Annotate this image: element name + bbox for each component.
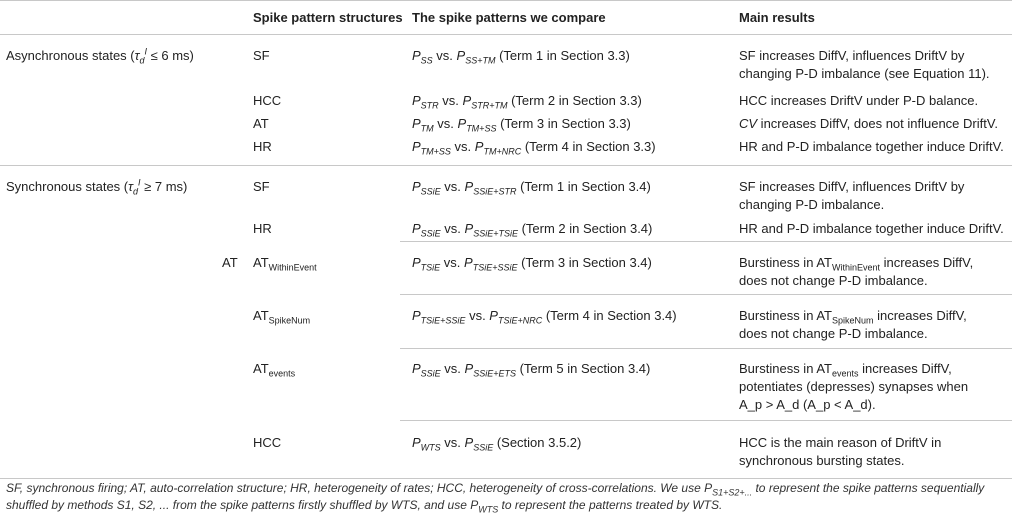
compare-cell: $P_{TM+SS}$ vs. $P_{TM+NRC}$ (Term 4 in Section 3.3) <box>412 139 656 157</box>
compare-cell: $P_{TM}$ vs. $P_{TM+SS}$ (Term 3 in Section 3.3) <box>412 116 631 134</box>
result-cell: Burstiness in $AT_{WithinEvent}$ increases DiffV, does not change P-D imbalance. <box>739 255 974 288</box>
header-rule <box>0 34 1012 35</box>
compare-cell: $P_{STR}$ vs. $P_{STR+TM}$ (Term 2 in Section 3.3) <box>412 93 642 111</box>
structure-cell: SF <box>253 48 270 63</box>
row-divider <box>400 348 1012 349</box>
structure-cell: HR <box>253 139 272 154</box>
compare-cell: $P_{SS}$ vs. $P_{SS+TM}$ (Term 1 in Section 3.3) <box>412 48 630 66</box>
structure-cell: $AT_{WithinEvent}$ <box>253 255 317 273</box>
header-structures: Spike pattern structures <box>253 10 403 25</box>
header-compare: The spike patterns we compare <box>412 10 606 25</box>
compare-cell: $P_{SSiE}$ vs. $P_{SSiE+TSiE}$ (Term 2 in Section 3.4) <box>412 221 653 239</box>
table-top-rule <box>0 0 1012 1</box>
row-divider <box>400 420 1012 421</box>
result-cell: SF increases DiffV, influences DriftV by changing P-D imbalance. <box>739 179 965 212</box>
header-results: Main results <box>739 10 815 25</box>
result-cell: HR and P-D imbalance together induce DriftV. <box>739 221 1004 236</box>
structure-cell: $AT_{SpikeNum}$ <box>253 308 311 326</box>
row-divider <box>400 294 1012 295</box>
compare-cell: $P_{SSiE}$ vs. $P_{SSiE+STR}$ (Term 1 in Section 3.4) <box>412 179 651 197</box>
structure-cell: HR <box>253 221 272 236</box>
structure-cell: AT <box>253 116 269 131</box>
structure-cell: $AT_{events}$ <box>253 361 296 379</box>
result-cell: Burstiness in $AT_{SpikeNum}$ increases DiffV, does not change P-D imbalance. <box>739 308 967 341</box>
compare-cell: $P_{SSiE}$ vs. $P_{SSiE+ETS}$ (Term 5 in Section 3.4) <box>412 361 651 379</box>
structure-cell: SF <box>253 179 270 194</box>
sync-group-label: Synchronous states ($\tau_d^I \ge 7$ ms) <box>6 177 188 197</box>
row-divider <box>400 241 1012 242</box>
result-cell: HCC increases DriftV under P-D balance. <box>739 93 979 108</box>
table-bottom-rule <box>0 478 1012 479</box>
result-cell: HCC is the main reason of DriftV in synchronous bursting states. <box>739 435 942 468</box>
compare-cell: $P_{WTS}$ vs. $P_{SSiE}$ (Section 3.5.2) <box>412 435 582 453</box>
compare-cell: $P_{TSiE}$ vs. $P_{TSiE+SSiE}$ (Term 3 in Section 3.4) <box>412 255 652 273</box>
compare-cell: $P_{TSiE+SSiE}$ vs. $P_{TSiE+NRC}$ (Term 4 in Section 3.4) <box>412 308 677 326</box>
result-cell: SF increases DiffV, influences DriftV by changing P-D imbalance (see Equation 11). <box>739 48 990 81</box>
result-cell: Burstiness in $AT_{events}$ increases DiffV, potentiates (depresses) synapses when A_p > A_d (A_p < A_d). <box>739 361 969 412</box>
structure-cell: HCC <box>253 93 282 108</box>
table-footnote: SF, synchronous firing; AT, auto-correlation structure; HR, heterogeneity of rates; HCC, heterogeneity of cross-correlations. We use $P_{S1+S2+...}$ to represent the spike patterns sequentially shuffled by methods S1, S2, ... from the spike patterns firstly shuffled by WTS, and use $P_{WTS}$ to represent the patterns treated by WTS. <box>6 481 985 515</box>
result-cell: HR and P-D imbalance together induce DriftV. <box>739 139 1004 154</box>
group-divider <box>0 165 1012 166</box>
at-group-label: AT <box>222 255 238 270</box>
result-cell: CV increases DiffV, does not influence DriftV. <box>739 116 998 131</box>
async-group-label: Asynchronous states ($\tau_d^I \le 6$ ms) <box>6 46 194 66</box>
structure-cell: HCC <box>253 435 282 450</box>
